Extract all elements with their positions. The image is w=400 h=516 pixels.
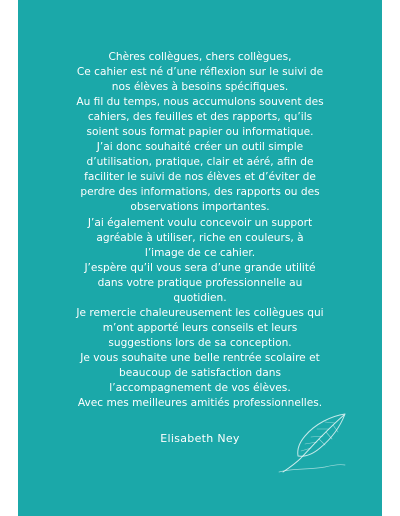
- letter-line: observations importantes.: [130, 201, 270, 214]
- letter-line: quotidien.: [173, 291, 227, 304]
- letter-line: agréable à utiliser, riche en couleurs, à: [96, 231, 304, 244]
- letter-line: Avec mes meilleures amitiés professionnelles.: [77, 397, 323, 410]
- letter-body: [28, 50, 372, 411]
- letter-line: Au fil du temps, nous accumulons souvent des: [76, 96, 324, 109]
- letter-line: Ce cahier est né d’une réflexion sur le suivi de: [76, 66, 324, 79]
- letter-line: beaucoup de satisfaction dans: [119, 366, 281, 379]
- letter-line: dans votre pratique professionnelle au: [97, 276, 303, 289]
- letter-line: d’utilisation, pratique, clair et aéré, afin de: [86, 156, 314, 169]
- document-page: [18, 0, 382, 516]
- letter-line: soient sous format papier ou informatique.: [86, 126, 314, 139]
- letter-line: suggestions lors de sa conception.: [108, 336, 292, 349]
- letter-line: m’ont apporté leurs conseils et leurs: [102, 321, 298, 334]
- letter-line: l’image de ce cahier.: [144, 246, 256, 259]
- letter-line: l’accompagnement de vos élèves.: [109, 382, 291, 395]
- letter-line: J’ai également voulu concevoir un support: [87, 216, 313, 229]
- signature: Elisabeth Ney: [160, 432, 240, 445]
- letter-line: cahiers, des feuilles et des rapports, qu’ils: [87, 111, 313, 124]
- letter-line: J’espère qu’il vous sera d’une grande utilité: [84, 261, 316, 274]
- letter-line: Je vous souhaite une belle rentrée scolaire et: [80, 351, 320, 364]
- quill-feather-icon: [275, 410, 355, 474]
- letter-line: J’ai donc souhaité créer un outil simple: [96, 141, 304, 154]
- letter-line: Chères collègues, chers collègues,: [108, 51, 292, 63]
- letter-line: faciliter le suivi de nos élèves et d’éviter de: [84, 171, 316, 184]
- letter-line: nos élèves à besoins spécifiques.: [111, 81, 289, 94]
- letter-line: perdre des informations, des rapports ou des: [80, 186, 320, 199]
- letter-line: Je remercie chaleureusement les collègues qui: [76, 306, 324, 319]
